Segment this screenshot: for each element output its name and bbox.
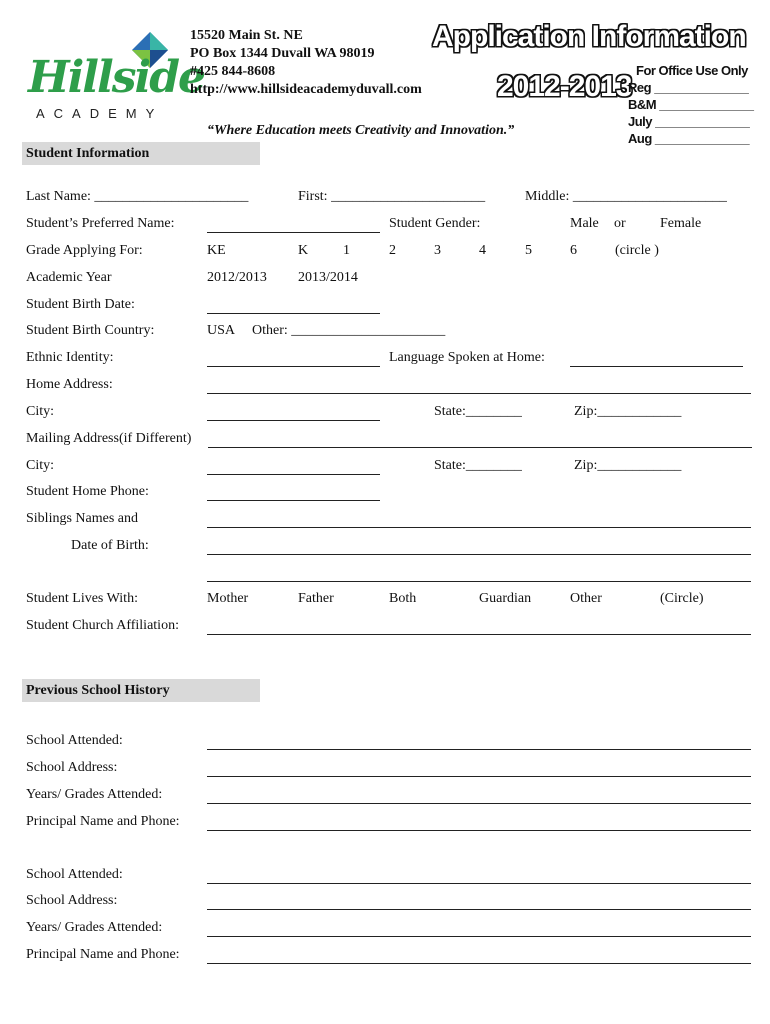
office-aug: Aug ______________ [628, 131, 750, 146]
years-grades-input-2[interactable] [207, 936, 751, 937]
last-name-field[interactable]: Last Name: ______________________ [26, 189, 249, 204]
previous-school-heading: Previous School History [22, 679, 260, 702]
mailing-address-input[interactable] [208, 447, 752, 448]
language-label: Language Spoken at Home: [389, 350, 545, 365]
office-bm: B&M ______________ [628, 97, 754, 112]
logo-wordmark: Hillside [28, 52, 204, 103]
principal-input-2[interactable] [207, 963, 751, 964]
siblings-input-2[interactable] [207, 554, 751, 555]
ethnic-input[interactable] [207, 366, 380, 367]
mailing-state-field[interactable]: State:________ [434, 458, 522, 473]
school-motto: “Where Education meets Creativity and Innovation.” [207, 123, 515, 138]
home-phone-label: Student Home Phone: [26, 484, 149, 499]
years-grades-label-2: Years/ Grades Attended: [26, 920, 163, 935]
middle-name-field[interactable]: Middle: ______________________ [525, 189, 727, 204]
academy-logo [28, 30, 204, 125]
lives-option-father[interactable]: Father [298, 591, 334, 606]
grade-option-4[interactable]: 4 [479, 243, 486, 258]
grade-option-k[interactable]: K [298, 243, 309, 258]
school-address-input-2[interactable] [207, 909, 751, 910]
gender-male[interactable]: Male [570, 216, 599, 231]
academic-year-label: Academic Year [26, 270, 112, 285]
mailing-address-label: Mailing Address(if Different) [26, 431, 192, 446]
state-field[interactable]: State:________ [434, 404, 522, 419]
student-info-heading: Student Information [22, 142, 260, 165]
home-address-input[interactable] [207, 393, 751, 394]
grade-option-6[interactable]: 6 [570, 243, 577, 258]
school-attended-label-1: School Attended: [26, 733, 123, 748]
principal-label-2: Principal Name and Phone: [26, 947, 180, 962]
school-year: 2012-2013 [497, 70, 632, 103]
grade-option-1[interactable]: 1 [343, 243, 350, 258]
principal-input-1[interactable] [207, 830, 751, 831]
school-address-label-2: School Address: [26, 893, 118, 908]
preferred-name-input[interactable] [207, 232, 380, 233]
lives-circle-note: (Circle) [660, 591, 704, 606]
birth-date-label: Student Birth Date: [26, 297, 135, 312]
address-website: http://www.hillsideacademyduvall.com [190, 82, 422, 97]
mailing-city-input[interactable] [207, 474, 380, 475]
grade-option-5[interactable]: 5 [525, 243, 532, 258]
school-attended-input-1[interactable] [207, 749, 751, 750]
year-option-2012[interactable]: 2012/2013 [207, 270, 267, 285]
school-attended-label-2: School Attended: [26, 867, 123, 882]
mailing-zip-field[interactable]: Zip:____________ [574, 458, 682, 473]
school-attended-input-2[interactable] [207, 883, 751, 884]
years-grades-input-1[interactable] [207, 803, 751, 804]
mailing-city-label: City: [26, 458, 55, 473]
grade-option-3[interactable]: 3 [434, 243, 441, 258]
home-address-label: Home Address: [26, 377, 113, 392]
grade-option-ke[interactable]: KE [207, 243, 226, 258]
city-label: City: [26, 404, 55, 419]
gender-female[interactable]: Female [660, 216, 702, 231]
address-po: PO Box 1344 Duvall WA 98019 [190, 46, 375, 61]
lives-option-other[interactable]: Other [570, 591, 602, 606]
country-other-field[interactable]: Other: ______________________ [252, 323, 446, 338]
year-option-2013[interactable]: 2013/2014 [298, 270, 358, 285]
office-use-box [628, 62, 753, 147]
principal-label-1: Principal Name and Phone: [26, 814, 180, 829]
school-address-input-1[interactable] [207, 776, 751, 777]
preferred-name-label: Student’s Preferred Name: [26, 216, 175, 231]
ethnic-label: Ethnic Identity: [26, 350, 114, 365]
lives-option-both[interactable]: Both [389, 591, 417, 606]
address-street: 15520 Main St. NE [190, 28, 303, 43]
school-address [190, 27, 422, 99]
grade-circle-note: (circle ) [615, 243, 659, 258]
siblings-input-1[interactable] [207, 527, 751, 528]
lives-option-mother[interactable]: Mother [207, 591, 249, 606]
church-label: Student Church Affiliation: [26, 618, 179, 633]
siblings-dob-label: Date of Birth: [71, 538, 149, 553]
address-phone: #425 844-8608 [190, 64, 276, 79]
birth-country-label: Student Birth Country: [26, 323, 155, 338]
birth-date-input[interactable] [207, 313, 380, 314]
grade-label: Grade Applying For: [26, 243, 143, 258]
country-usa[interactable]: USA [207, 323, 236, 338]
language-input[interactable] [570, 366, 743, 367]
siblings-label: Siblings Names and [26, 511, 138, 526]
office-use-title: For Office Use Only [636, 63, 748, 78]
school-address-label-1: School Address: [26, 760, 118, 775]
lives-with-label: Student Lives With: [26, 591, 138, 606]
gender-or: or [614, 216, 626, 231]
zip-field[interactable]: Zip:____________ [574, 404, 682, 419]
years-grades-label-1: Years/ Grades Attended: [26, 787, 163, 802]
siblings-input-3[interactable] [207, 581, 751, 582]
first-name-field[interactable]: First: ______________________ [298, 189, 486, 204]
gender-label: Student Gender: [389, 216, 481, 231]
page-title: Application Information [432, 20, 746, 53]
church-input[interactable] [207, 634, 751, 635]
lives-option-guardian[interactable]: Guardian [479, 591, 532, 606]
city-input[interactable] [207, 420, 380, 421]
home-phone-input[interactable] [207, 500, 380, 501]
grade-option-2[interactable]: 2 [389, 243, 396, 258]
office-reg: Reg ______________ [628, 80, 749, 95]
logo-subtitle: ACADEMY [36, 106, 164, 121]
office-july: July ______________ [628, 114, 750, 129]
